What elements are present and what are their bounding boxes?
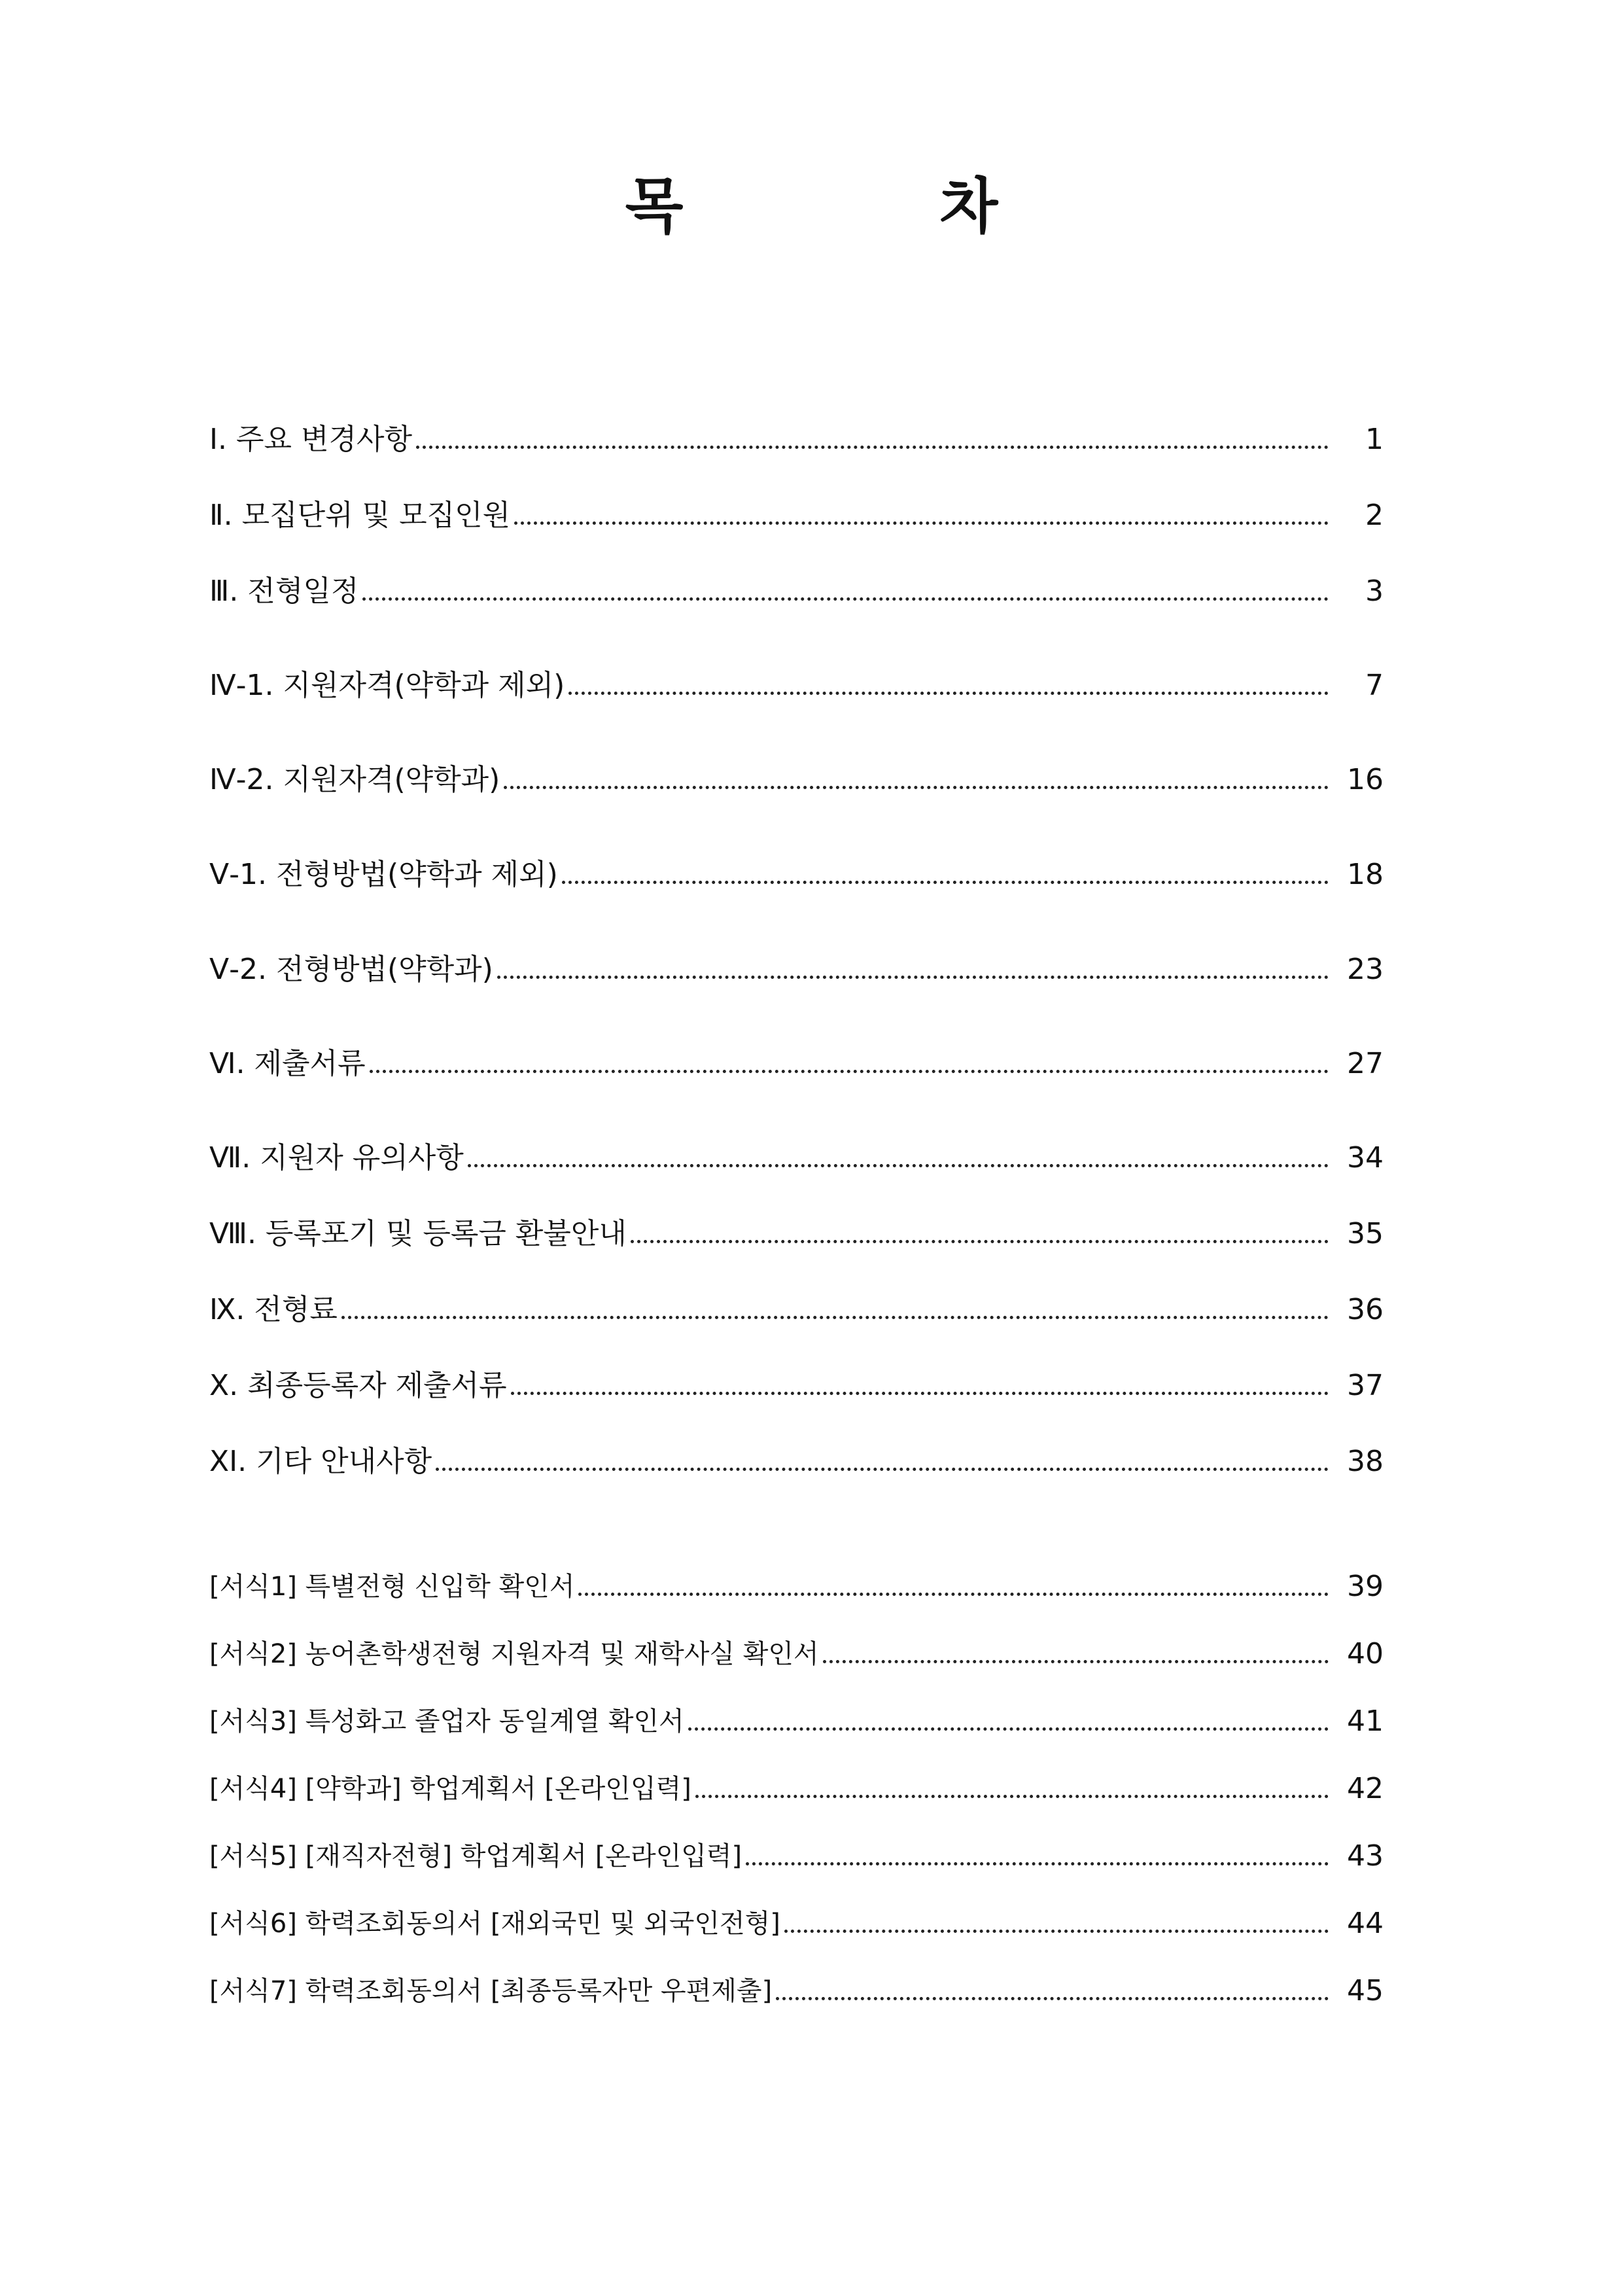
dot-leader	[497, 976, 1329, 979]
toc-entry-label: [서식4] [약학과] 학업계획서 [온라인입력]	[209, 1774, 691, 1804]
toc-entry-label: [서식1] 특별전형 신입학 확인서	[209, 1572, 575, 1602]
toc-entry-label: ⅩⅠ. 기타 안내사항	[209, 1445, 432, 1478]
toc-entry-label: Ⅷ. 등록포기 및 등록금 환불안내	[209, 1217, 627, 1250]
dot-leader	[436, 1468, 1329, 1471]
toc-form-entry[interactable]	[209, 1566, 1384, 1608]
toc-form-entry[interactable]	[209, 1701, 1384, 1742]
dot-leader	[562, 881, 1329, 884]
toc-form-entry[interactable]	[209, 1903, 1384, 1945]
toc-entry-page: 23	[1347, 953, 1384, 986]
toc-entry-label: Ⅵ. 제출서류	[209, 1047, 366, 1080]
toc-entry-page: 27	[1347, 1047, 1384, 1080]
toc-entry-label: Ⅹ. 최종등록자 제출서류	[209, 1369, 507, 1402]
toc-entry[interactable]	[209, 419, 1384, 461]
toc-entry[interactable]	[209, 854, 1384, 896]
dot-leader	[416, 446, 1329, 449]
dot-leader	[746, 1862, 1329, 1865]
dot-leader	[631, 1240, 1329, 1243]
toc-entry-page: 16	[1347, 763, 1384, 796]
toc-entry[interactable]	[209, 759, 1384, 801]
toc-entry-label: Ⅳ-2. 지원자격(약학과)	[209, 763, 500, 796]
toc-entry-label: Ⅴ-2. 전형방법(약학과)	[209, 953, 493, 986]
toc-entry-label: Ⅸ. 전형료	[209, 1293, 338, 1326]
dot-leader	[688, 1727, 1329, 1731]
toc-entry-page: 44	[1347, 1907, 1384, 1940]
toc-entry-page: 18	[1347, 858, 1384, 891]
toc-entry[interactable]	[209, 1213, 1384, 1255]
toc-entry[interactable]	[209, 665, 1384, 707]
toc-entry-page: 41	[1347, 1704, 1384, 1738]
toc-entry-label: [서식5] [재직자전형] 학업계획서 [온라인입력]	[209, 1841, 742, 1871]
dot-leader	[504, 786, 1329, 789]
dot-leader	[370, 1070, 1329, 1073]
dot-leader	[514, 521, 1329, 525]
toc-entry-page: 39	[1347, 1570, 1384, 1603]
toc-entry[interactable]	[209, 1441, 1384, 1483]
dot-leader	[341, 1316, 1329, 1319]
toc-entry[interactable]	[209, 571, 1384, 612]
toc-entry-label: Ⅱ. 모집단위 및 모집인원	[209, 499, 511, 532]
toc-entry[interactable]	[209, 495, 1384, 537]
toc-entry-label: [서식2] 농어촌학생전형 지원자격 및 재학사실 확인서	[209, 1639, 819, 1669]
toc-entry-page: 7	[1365, 669, 1384, 702]
toc-entry-label: Ⅲ. 전형일정	[209, 574, 359, 608]
toc-entry-page: 40	[1347, 1637, 1384, 1670]
dot-leader	[776, 1997, 1329, 2000]
toc-entry[interactable]	[209, 949, 1384, 991]
dot-leader	[468, 1164, 1329, 1167]
toc-entry-page: 35	[1347, 1217, 1384, 1250]
toc-entry-label: [서식6] 학력조회동의서 [재외국민 및 외국인전형]	[209, 1909, 780, 1939]
toc-form-entry[interactable]	[209, 1768, 1384, 1810]
toc-entry-page: 43	[1347, 1839, 1384, 1873]
toc-entry[interactable]	[209, 1043, 1384, 1085]
toc-entry-page: 1	[1365, 423, 1384, 456]
toc-entry-label: [서식7] 학력조회동의서 [최종등록자만 우편제출]	[209, 1976, 773, 2006]
toc-entry[interactable]	[209, 1365, 1384, 1407]
toc-entry-label: [서식3] 특성화고 졸업자 동일계열 확인서	[209, 1706, 684, 1737]
page-title: 목 차	[625, 171, 1116, 241]
toc-entry-page: 37	[1347, 1369, 1384, 1402]
dot-leader	[362, 597, 1329, 601]
dot-leader	[578, 1593, 1329, 1596]
toc-form-entry[interactable]	[209, 1633, 1384, 1675]
toc-entry-page: 42	[1347, 1772, 1384, 1805]
toc-entry-page: 38	[1347, 1445, 1384, 1478]
dot-leader	[511, 1392, 1329, 1395]
toc-entry[interactable]	[209, 1289, 1384, 1331]
toc-entry-label: Ⅴ-1. 전형방법(약학과 제외)	[209, 858, 558, 891]
toc-entry-page: 34	[1347, 1141, 1384, 1174]
toc-form-entry[interactable]	[209, 1835, 1384, 1877]
toc-entry-page: 36	[1347, 1293, 1384, 1326]
toc-entry-label: Ⅳ-1. 지원자격(약학과 제외)	[209, 669, 565, 702]
toc-form-entry[interactable]	[209, 1970, 1384, 2012]
dot-leader	[823, 1660, 1329, 1663]
toc-entry[interactable]	[209, 1137, 1384, 1179]
toc-entry-page: 3	[1365, 574, 1384, 608]
toc-entry-label: Ⅰ. 주요 변경사항	[209, 423, 412, 456]
toc-entry-page: 2	[1365, 499, 1384, 532]
dot-leader	[784, 1930, 1329, 1933]
toc-entry-page: 45	[1347, 1974, 1384, 2007]
toc-entry-label: Ⅶ. 지원자 유의사항	[209, 1141, 464, 1174]
dot-leader	[695, 1795, 1329, 1798]
dot-leader	[568, 692, 1329, 695]
